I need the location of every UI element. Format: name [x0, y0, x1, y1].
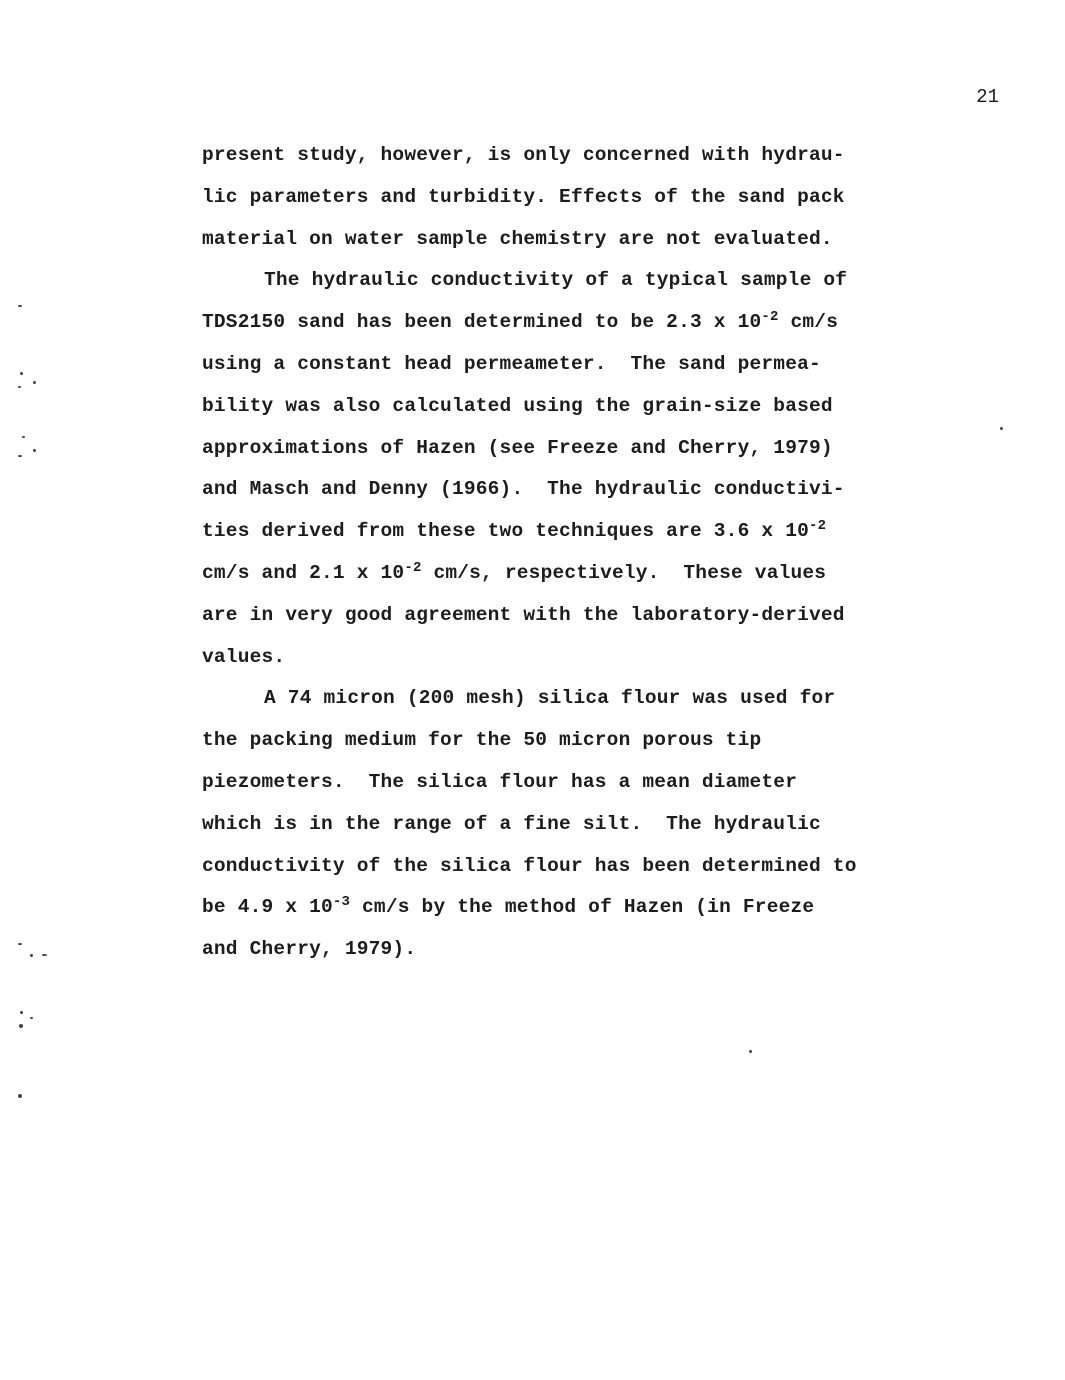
text-line: using a constant head permeameter. The sand permea- [202, 352, 821, 375]
exponent: -2 [404, 559, 422, 576]
scan-speck [33, 381, 36, 384]
text-segment: cm/s by the method of Hazen (in Freeze [350, 896, 815, 919]
text-line: The hydraulic conductivity of a typical sample of [264, 269, 848, 292]
scan-speck [18, 455, 22, 457]
text-segment: cm/s [778, 311, 839, 334]
scan-speck [20, 372, 23, 375]
text-line [202, 511, 857, 553]
scan-speck [18, 386, 21, 388]
text-segment: be 4.9 x 10 [202, 896, 333, 919]
scan-speck [1000, 427, 1003, 430]
paragraph-1 [202, 135, 857, 260]
scan-speck [19, 1024, 23, 1028]
text-line: A 74 micron (200 mesh) silica flour was used for [264, 687, 836, 710]
scan-speck [18, 305, 22, 307]
scan-speck [20, 1011, 23, 1014]
scan-speck [42, 954, 47, 956]
text-line [202, 887, 857, 929]
text-line: piezometers. The silica flour has a mean diameter [202, 770, 798, 793]
exponent: -2 [809, 518, 827, 535]
page-number: 21 [976, 86, 999, 108]
text-segment: cm/s, respectively. These values [421, 561, 827, 584]
scan-speck [18, 943, 22, 945]
text-line: material on water sample chemistry are not evaluated. [202, 227, 833, 250]
text-line: are in very good agreement with the laboratory-derived [202, 603, 845, 626]
exponent: -3 [332, 894, 351, 911]
text-line [202, 302, 857, 344]
text-segment: ties derived from these two techniques are 3.6 x 10 [202, 520, 809, 543]
scan-speck [18, 1094, 22, 1098]
exponent: -2 [761, 309, 779, 326]
scan-speck [30, 954, 33, 957]
text-segment: cm/s and 2.1 x 10 [202, 561, 405, 584]
text-segment: TDS2150 sand has been determined to be 2.3 x 10 [202, 311, 762, 334]
text-line: conductivity of the silica flour has been determined to [202, 854, 857, 877]
text-line: lic parameters and turbidity. Effects of the sand pack [202, 185, 845, 208]
scan-speck [749, 1050, 752, 1053]
text-line: values. [202, 645, 286, 668]
text-line: which is in the range of a fine silt. The hydraulic [202, 812, 821, 835]
text-line: approximations of Hazen (see Freeze and Cherry, 1979) [202, 436, 833, 459]
scan-speck [22, 436, 25, 438]
paragraph-3 [202, 678, 857, 971]
text-line: and Cherry, 1979). [202, 938, 417, 961]
body-text [202, 135, 857, 971]
text-line: present study, however, is only concerned with hydrau- [202, 144, 845, 166]
text-line: bility was also calculated using the grain-size based [202, 394, 833, 417]
text-line: the packing medium for the 50 micron porous tip [202, 729, 762, 752]
text-line: and Masch and Denny (1966). The hydraulic conductivi- [202, 478, 845, 501]
scan-speck [33, 449, 36, 452]
text-line [202, 553, 857, 595]
scan-speck [30, 1017, 33, 1019]
paragraph-2 [202, 260, 857, 678]
